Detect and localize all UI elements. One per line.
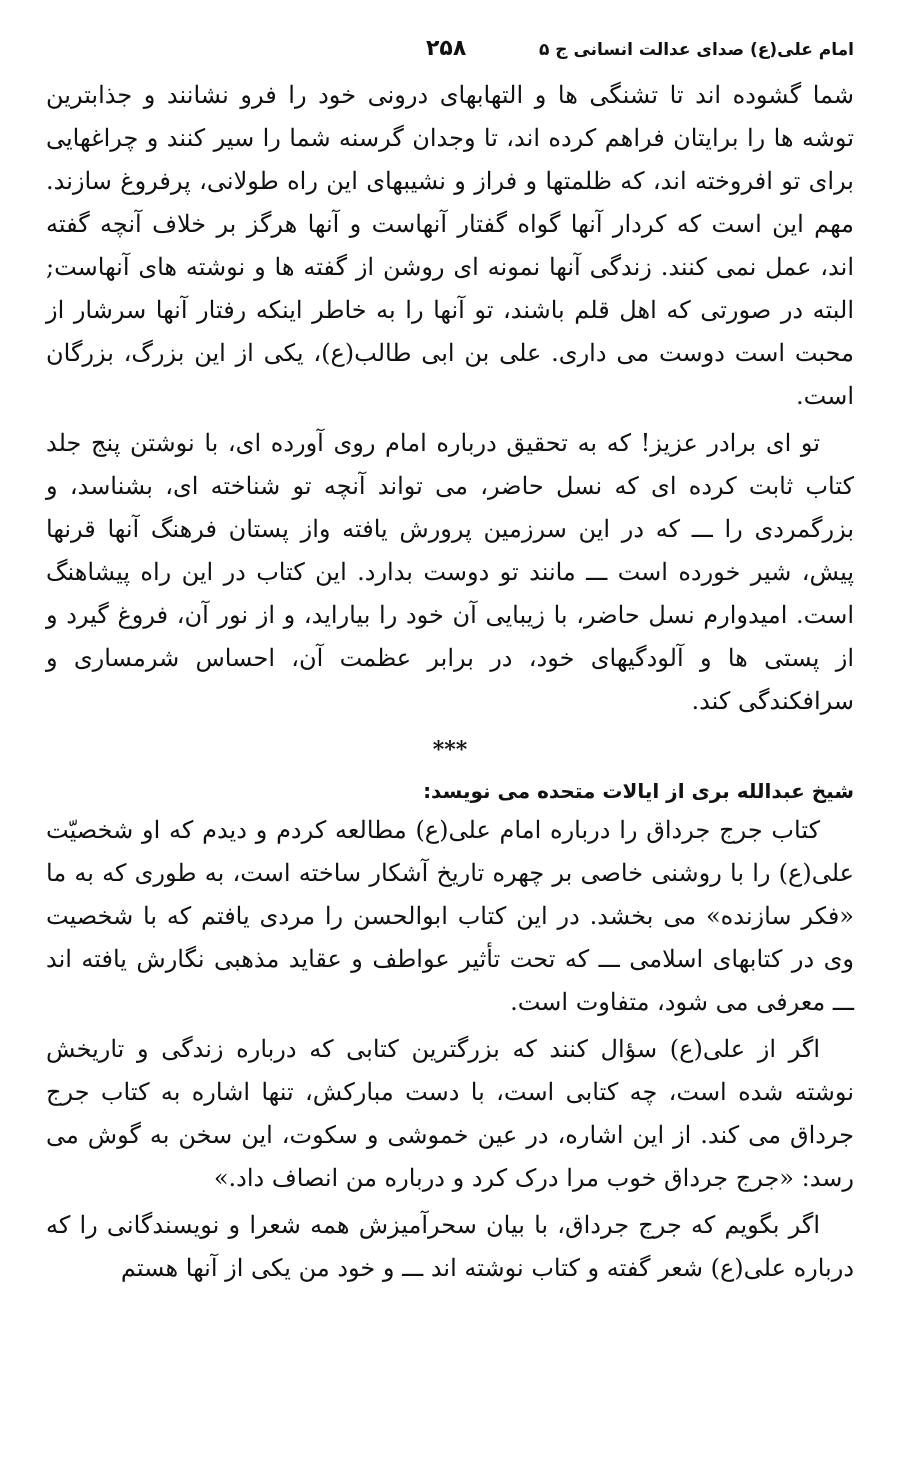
running-header <box>46 36 854 72</box>
document-page <box>46 36 854 1290</box>
section-separator: *** <box>432 737 468 763</box>
body-paragraph-3: کتاب جرج جرداق را درباره امام علی(ع) مطالعه کردم و دیدم که او شخصیّت علی(ع) را با روشنی خاصی بر چهره تاریخ آشکار ساخته است، به طوری که به ما «فکر سازنده» می بخشد. در این کتاب ابوالحسن را مردی یافتم که با شخصیت وی در کتابهای اسلامی ـــ که تحت تأثیر عواطف و عقاید مذهبی نگارش یافته اند ـــ معرفی می شود، متفاوت است. <box>46 816 854 1016</box>
body-paragraph-1: شما گشوده اند تا تشنگی ها و التهابهای درونی خود را فرو نشانند و جذابترین توشه ها را برایتان فراهم کرده اند، تا وجدان گرسنه شما را سیر کنند و چراغهایی برای تو افروخته اند، که ظلمتها و فراز و نشیبهای این راه طولانی، پرفروغ سازند. مهم این است که کردار آنها گواه گفتار آنهاست و آنها هرگز بر خلاف آنچه گفته اند، عمل نمی کنند. زندگی آنها نمونه ای روشن از گفته ها و نوشته های آنهاست; البته در صورتی که اهل قلم باشند، تو آنها را به خاطر اینکه رفتار آنها سرشار از محبت است دوست می داری. علی بن ابی طالب(ع)، یکی از این بزرگ، بزرگان است. <box>46 81 855 410</box>
section-heading: شیخ عبدالله بری از ایالات متحده می نویسد: <box>423 779 854 803</box>
running-title: امام علی(ع) صدای عدالت انسانی ج ۵ <box>538 40 854 60</box>
body-paragraph-4: اگر از علی(ع) سؤال کنند که بزرگترین کتابی که درباره زندگی و تاریخش نوشته شده است، چه کتابی است، با دست مبارکش، تنها اشاره به کتاب جرج جرداق می کند. از این اشاره، در عین خموشی و سکوت، این سخن به گوش می رسد: «جرج جرداق خوب مرا درک کرد و درباره من انصاف داد.» <box>46 1035 854 1192</box>
body-paragraph-5: اگر بگویم که جرج جرداق، با بیان سحرآمیزش همه شعرا و نویسندگانی را که درباره علی(ع) شعر گفته و کتاب نوشته اند ـــ و خود من یکی از آنها هستم <box>46 1211 854 1282</box>
body-paragraph-2: تو ای برادر عزیز! که به تحقیق درباره امام روی آورده ای، با نوشتن پنج جلد کتاب ثابت کرده ای که نسل حاضر، می تواند آنچه تو شناخته ای، بشناسد، و بزرگمردی را ـــ که در این سرزمین پرورش یافته واز پستان فرهنگ آنها قرنها پیش، شیر خورده است ـــ مانند تو دوست بدارد. این کتاب در این راه پیشاهنگ است. امیدوارم نسل حاضر، با زیبایی آن خود را بیاراید، و از نور آن، فروغ گیرد و از پستی ها و آلودگیهای خود، در برابر عظمت آن، احساس شرمساری و سرافکندگی کند. <box>46 429 854 715</box>
page-number: ۲۵۸ <box>426 36 467 61</box>
